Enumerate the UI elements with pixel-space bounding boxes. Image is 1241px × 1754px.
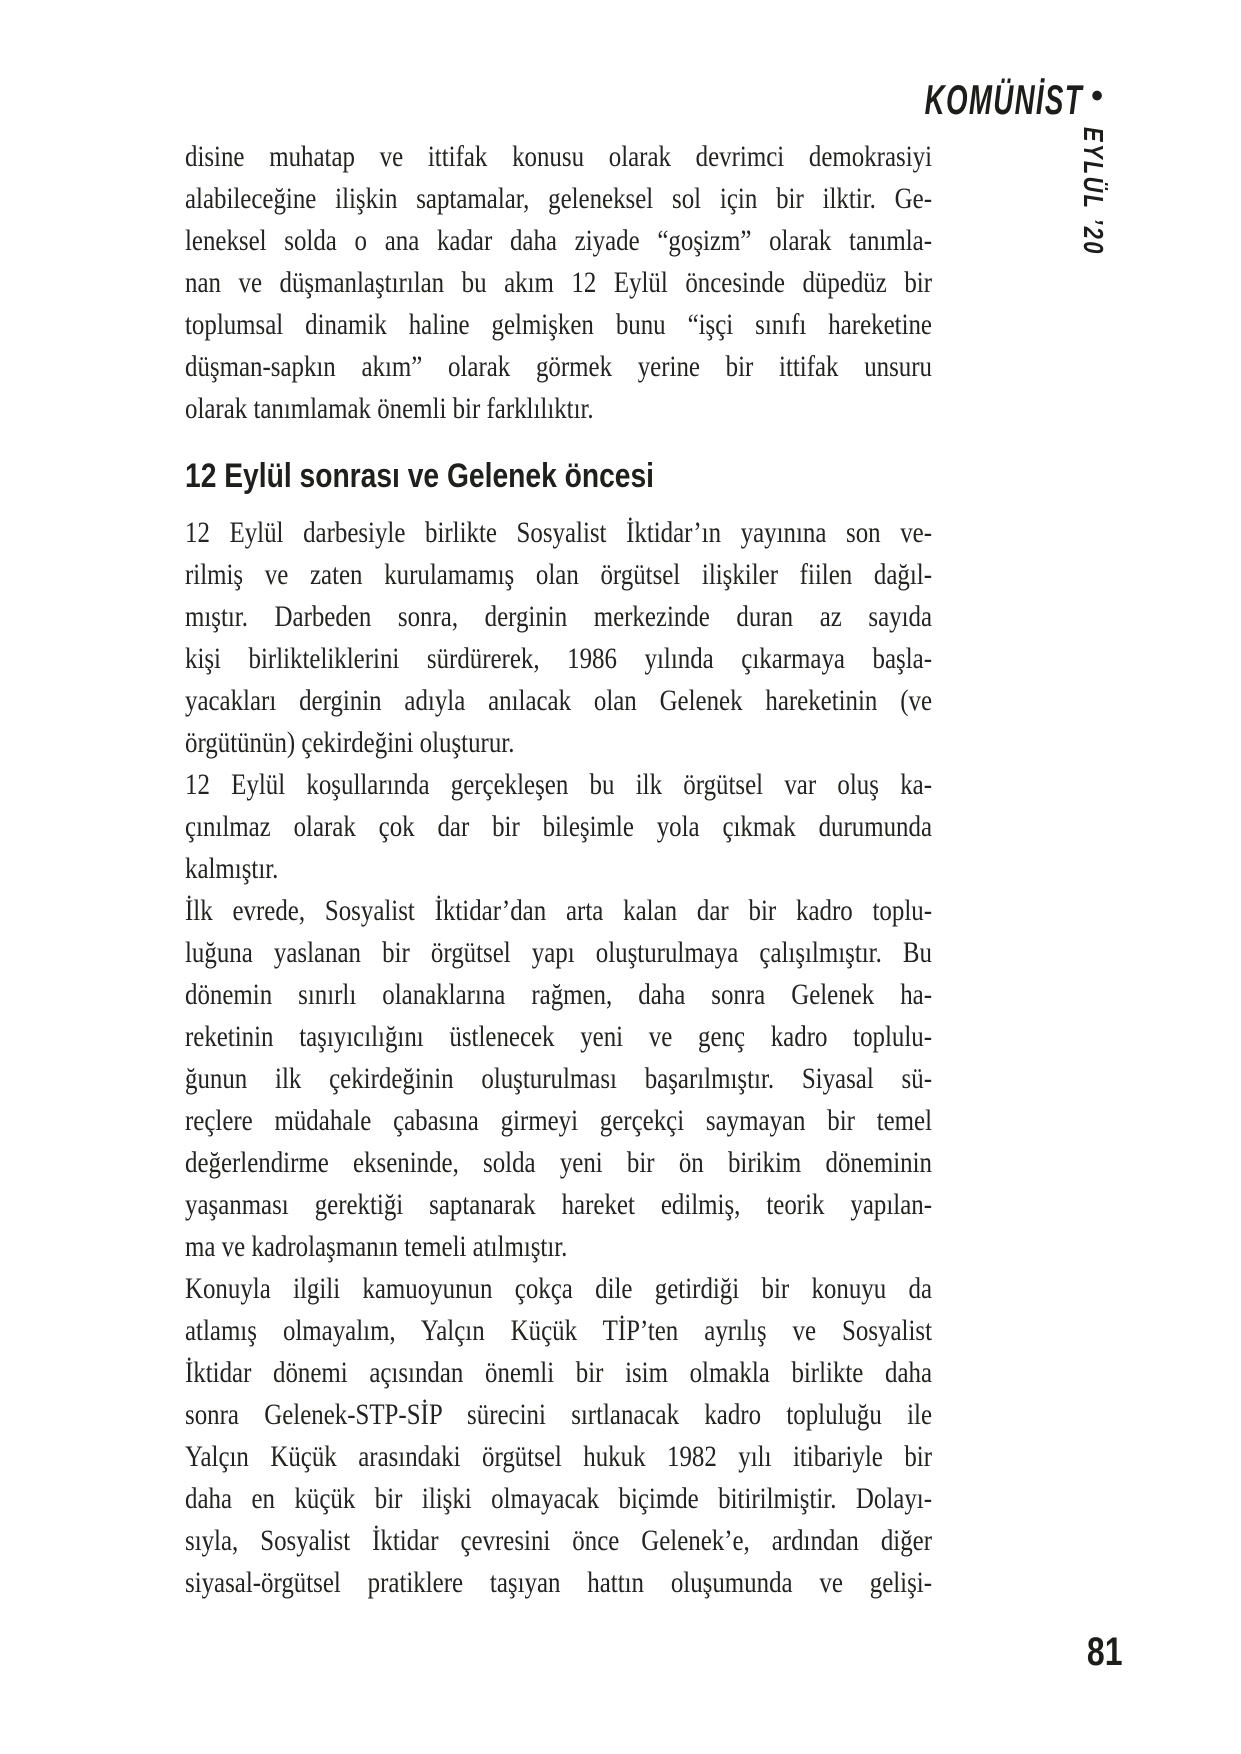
paragraph	[185, 1268, 932, 1604]
masthead	[843, 76, 1103, 124]
text-line: ma ve kadrolaşmanın temeli atılmıştır.	[185, 1230, 568, 1263]
text-line: nan ve düşmanlaştırılan bu akım 12 Eylül öncesinde düpedüz bir	[185, 266, 932, 299]
paragraph	[185, 764, 932, 890]
text-line: reçlere müdahale çabasına girmeyi gerçekçi saymayan bir temel	[185, 1104, 932, 1137]
text-line: kalmıştır.	[185, 852, 279, 885]
text-line: mıştır. Darbeden sonra, derginin merkezinde duran az sayıda	[185, 600, 932, 633]
text-line: siyasal-örgütsel pratiklere taşıyan hattın oluşumunda ve gelişi-	[185, 1566, 932, 1599]
text-line: toplumsal dinamik haline gelmişken bunu “işçi sınıfı hareketine	[185, 308, 932, 341]
page-number: 81	[1086, 1630, 1122, 1674]
text-line: olarak tanımlamak önemli bir farklılıktır.	[185, 392, 594, 425]
text-line: İlk evrede, Sosyalist İktidar’dan arta kalan dar bir kadro toplu-	[185, 894, 932, 927]
text-line: değerlendirme ekseninde, solda yeni bir ön birikim döneminin	[185, 1146, 932, 1179]
text-line: çınılmaz olarak çok dar bir bileşimle yola çıkmak durumunda	[185, 810, 932, 843]
text-line: örgütünün) çekirdeğini oluşturur.	[185, 726, 515, 759]
text-line: rilmiş ve zaten kurulamamış olan örgütsel ilişkiler fiilen dağıl-	[185, 558, 932, 591]
masthead-bullet-icon: •	[1091, 76, 1103, 115]
article-body	[185, 136, 932, 1604]
text-line: leneksel solda o ana kadar daha ziyade “goşizm” olarak tanımla-	[185, 224, 932, 257]
text-line: yaşanması gerektiği saptanarak hareket edilmiş, teorik yapılan-	[185, 1188, 932, 1221]
text-line: dönemin sınırlı olanaklarına rağmen, daha sonra Gelenek ha-	[185, 978, 932, 1011]
paragraph	[185, 890, 932, 1268]
text-line: alabileceğine ilişkin saptamalar, geleneksel sol için bir ilktir. Ge-	[185, 182, 932, 215]
text-line: Yalçın Küçük arasındaki örgütsel hukuk 1982 yılı itibariyle bir	[185, 1440, 932, 1473]
section-heading: 12 Eylül sonrası ve Gelenek öncesi	[185, 457, 655, 495]
text-line: Konuyla ilgili kamuoyunun çokça dile getirdiği bir konuyu da	[185, 1272, 932, 1305]
masthead-title: KOMÜNİST	[924, 76, 1084, 123]
paragraph	[185, 136, 932, 430]
text-line: atlamış olmayalım, Yalçın Küçük TİP’ten ayrılış ve Sosyalist	[185, 1314, 932, 1347]
text-line: düşman-sapkın akım” olarak görmek yerine bir ittifak unsuru	[185, 350, 932, 383]
text-line: ğunun ilk çekirdeğinin oluşturulması başarılmıştır. Siyasal sü-	[185, 1062, 932, 1095]
issue-label-vertical: EYLÜL ’20	[1078, 127, 1109, 256]
text-line: luğuna yaslanan bir örgütsel yapı oluşturulmaya çalışılmıştır. Bu	[185, 936, 932, 969]
text-line: İktidar dönemi açısından önemli bir isim olmakla birlikte daha	[185, 1356, 932, 1389]
text-line: daha en küçük bir ilişki olmayacak biçimde bitirilmiştir. Dolayı-	[185, 1482, 932, 1515]
text-line: 12 Eylül koşullarında gerçekleşen bu ilk örgütsel var oluş ka-	[185, 768, 932, 801]
text-line: reketinin taşıyıcılığını üstlenecek yeni ve genç kadro toplulu-	[185, 1020, 932, 1053]
paragraph	[185, 512, 932, 764]
text-line: yacakları derginin adıyla anılacak olan Gelenek hareketinin (ve	[185, 684, 932, 717]
text-line: kişi birlikteliklerini sürdürerek, 1986 yılında çıkarmaya başla-	[185, 642, 932, 675]
text-line: sonra Gelenek-STP-SİP sürecini sırtlanacak kadro topluluğu ile	[185, 1398, 932, 1431]
text-line: 12 Eylül darbesiyle birlikte Sosyalist İktidar’ın yayınına son ve-	[185, 516, 932, 549]
text-line: sıyla, Sosyalist İktidar çevresini önce Gelenek’e, ardından diğer	[185, 1524, 932, 1557]
text-line: disine muhatap ve ittifak konusu olarak devrimci demokrasiyi	[185, 140, 932, 173]
